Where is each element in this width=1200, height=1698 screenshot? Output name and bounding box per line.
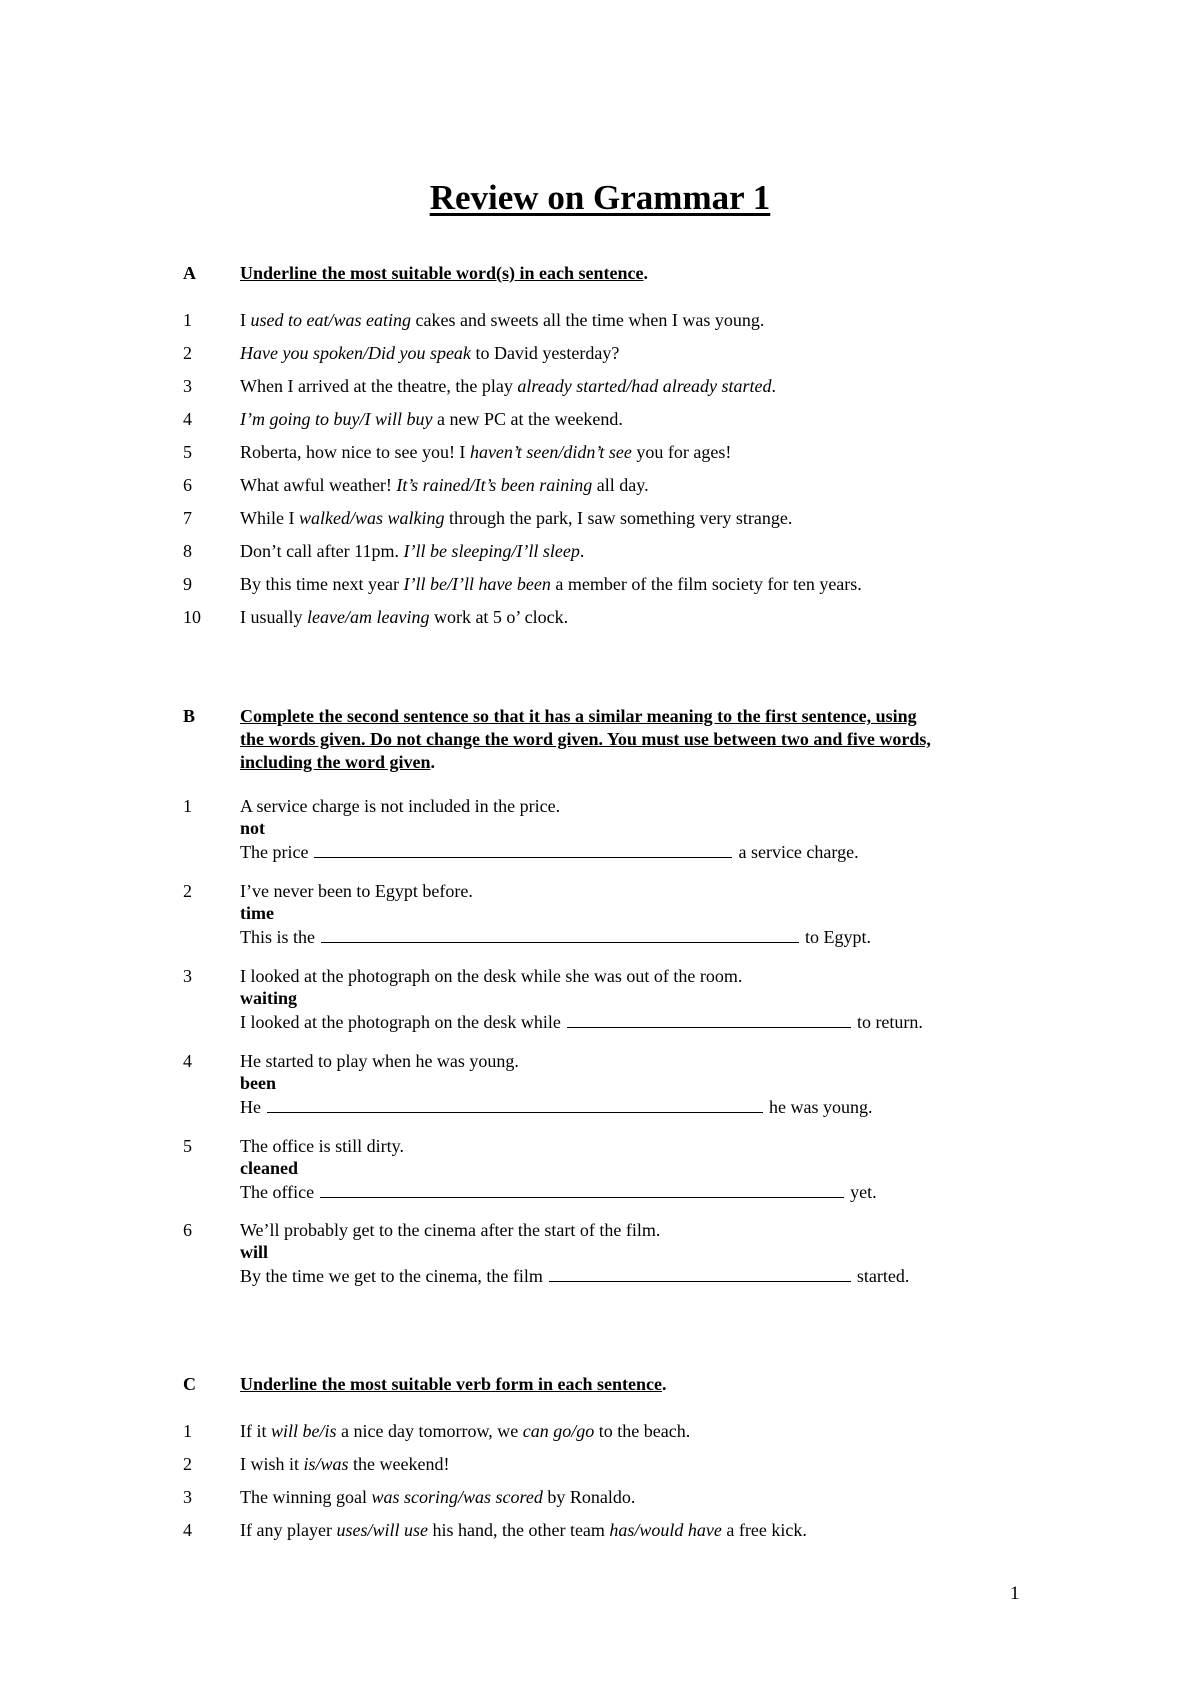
list-item (0, 1519, 1200, 1542)
sentence-post: a new PC at the weekend. (432, 409, 623, 429)
completion-end: started. (856, 1266, 910, 1286)
answer-options[interactable]: I’ll be sleeping/I’ll sleep (403, 541, 580, 561)
completion-line (0, 840, 1200, 863)
item-sentence (240, 1420, 690, 1443)
completion-start: This is the (240, 927, 315, 947)
list-item (0, 309, 1200, 332)
list-item (0, 408, 1200, 431)
item-sentence (240, 309, 764, 332)
list-item (0, 880, 1200, 903)
section-a-instruction (240, 262, 1040, 285)
sentence-post: work at 5 o’ clock. (429, 607, 569, 627)
sentence-post: cakes and sweets all the time when I was young. (411, 310, 765, 330)
given-word: waiting (240, 988, 298, 1008)
list-item (0, 606, 1200, 629)
sentence-post: through the park, I saw something very strange. (444, 508, 793, 528)
sentence-post: . (771, 376, 777, 396)
answer-options[interactable]: It’s rained/It’s been raining (396, 475, 593, 495)
completion-end: he was young. (769, 1097, 873, 1117)
answer-blank[interactable] (320, 1180, 844, 1198)
completion-line (0, 925, 1200, 948)
item-sentence (240, 441, 731, 464)
answer-blank[interactable] (267, 1095, 763, 1113)
section-c-letter: C (183, 1374, 196, 1394)
given-word: been (240, 1073, 276, 1093)
list-item (0, 795, 1200, 818)
sentence-post: all day. (592, 475, 649, 495)
completion-end: to Egypt. (805, 927, 871, 947)
sentence-pre: While I (240, 508, 299, 528)
section-b-instruction-end: . (430, 752, 436, 772)
item-number: 2 (183, 343, 192, 363)
sentence-post: you for ages! (631, 442, 732, 462)
item-number: 8 (183, 541, 192, 561)
original-sentence: The office is still dirty. (240, 1136, 404, 1156)
sentence-part-1: If it (240, 1421, 271, 1441)
item-number: 6 (183, 1220, 192, 1240)
list-item (0, 1486, 1200, 1509)
section-c-instruction-text: Underline the most suitable verb form in each sentence (240, 1374, 662, 1394)
answer-options[interactable]: uses/will use (336, 1520, 428, 1540)
sentence-part-3: to the beach. (594, 1421, 691, 1441)
item-sentence (240, 507, 792, 530)
list-item (0, 1453, 1200, 1476)
answer-blank[interactable] (321, 925, 799, 943)
sentence-pre: When I arrived at the theatre, the play (240, 376, 518, 396)
page-number: 1 (1010, 1583, 1020, 1604)
completion-line (0, 1180, 1200, 1203)
section-c-instruction-end: . (661, 1374, 667, 1394)
item-sentence (240, 474, 649, 497)
page-title: Review on Grammar 1 (429, 178, 771, 217)
original-sentence: We’ll probably get to the cinema after the start of the film. (240, 1220, 661, 1240)
list-item (0, 441, 1200, 464)
sentence-pre: Don’t call after 11pm. (240, 541, 404, 561)
list-item (0, 474, 1200, 497)
sentence-part-1: I wish it (240, 1454, 304, 1474)
item-number: 3 (183, 966, 192, 986)
completion-end: to return. (856, 1012, 923, 1032)
completion-line (0, 1010, 1200, 1033)
answer-blank[interactable] (549, 1264, 851, 1282)
completion-sentence (240, 925, 871, 949)
given-word: not (240, 818, 266, 838)
item-number: 4 (183, 1520, 192, 1540)
item-number: 7 (183, 508, 192, 528)
item-sentence (240, 375, 776, 398)
list-item (0, 375, 1200, 398)
sentence-part-2: his hand, the other team (427, 1520, 610, 1540)
section-b-instruction (240, 705, 1060, 774)
section-a-letter: A (183, 263, 196, 283)
item-sentence (240, 1453, 450, 1476)
answer-blank[interactable] (314, 840, 732, 858)
sentence-pre: I usually (240, 607, 307, 627)
answer-options[interactable]: will be/is (271, 1421, 337, 1441)
section-c-instruction (240, 1373, 1040, 1396)
sentence-part-2: the weekend! (348, 1454, 450, 1474)
completion-line (0, 1264, 1200, 1287)
item-sentence (240, 342, 619, 365)
answer-options[interactable]: already started/had already started (517, 376, 772, 396)
answer-options[interactable]: I’ll be/I’ll have been (403, 574, 551, 594)
answer-options[interactable]: used to eat/was eating (250, 310, 411, 330)
section-a-instruction-text: Underline the most suitable word(s) in each sentence (240, 263, 644, 283)
answer-options[interactable]: walked/was walking (298, 508, 445, 528)
sentence-pre: By this time next year (240, 574, 404, 594)
completion-sentence (240, 1095, 872, 1119)
completion-end: yet. (850, 1182, 877, 1202)
sentence-post: to David yesterday? (470, 343, 620, 363)
list-item (0, 573, 1200, 596)
section-b-instruction-line1: Complete the second sentence so that it has a similar meaning to the first sentence, using (240, 706, 917, 726)
answer-options[interactable]: was scoring/was scored (371, 1487, 543, 1507)
completion-sentence (240, 1010, 923, 1034)
answer-options[interactable]: I’m going to buy/I will buy (240, 409, 433, 429)
item-number: 4 (183, 1051, 192, 1071)
completion-sentence (240, 1264, 909, 1288)
item-number: 3 (183, 376, 192, 396)
list-item (0, 965, 1200, 988)
original-sentence: I’ve never been to Egypt before. (240, 881, 473, 901)
item-number: 2 (183, 881, 192, 901)
section-b-instruction-line2: the words given. Do not change the word given. You must use between two and five words, (240, 729, 931, 749)
completion-start: By the time we get to the cinema, the film (240, 1266, 543, 1286)
item-sentence (240, 606, 568, 629)
original-sentence: A service charge is not included in the price. (240, 796, 561, 816)
answer-options[interactable]: leave/am leaving (307, 607, 430, 627)
sentence-post: a member of the film society for ten years. (550, 574, 862, 594)
sentence-pre: What awful weather! (240, 475, 397, 495)
section-a-instruction-end: . (643, 263, 648, 283)
list-item (0, 1420, 1200, 1443)
item-number: 9 (183, 574, 192, 594)
sentence-pre: Roberta, how nice to see you! I (240, 442, 470, 462)
item-sentence (240, 540, 584, 563)
answer-options[interactable]: is/was (303, 1454, 349, 1474)
sentence-part-3: a free kick. (721, 1520, 807, 1540)
list-item (0, 1050, 1200, 1073)
completion-start: The price (240, 842, 309, 862)
item-sentence (240, 408, 623, 431)
list-item (0, 1135, 1200, 1158)
item-number: 2 (183, 1454, 192, 1474)
item-sentence (240, 1486, 635, 1509)
sentence-pre: I (240, 310, 251, 330)
completion-line (0, 1095, 1200, 1118)
item-number: 10 (183, 607, 201, 627)
completion-start: He (240, 1097, 261, 1117)
answer-options[interactable]: haven’t seen/didn’t see (469, 442, 632, 462)
given-word: will (240, 1242, 269, 1262)
answer-blank[interactable] (567, 1010, 851, 1028)
completion-sentence (240, 840, 859, 864)
item-number: 5 (183, 1136, 192, 1156)
section-b-instruction-line3: including the word given (240, 752, 431, 772)
list-item (0, 540, 1200, 563)
list-item (0, 342, 1200, 365)
item-number: 4 (183, 409, 192, 429)
section-b-letter: B (183, 706, 196, 726)
item-number: 1 (183, 310, 192, 330)
list-item (0, 1219, 1200, 1242)
item-number: 1 (183, 1421, 192, 1441)
answer-options[interactable]: has/would have (609, 1520, 722, 1540)
sentence-part-2: by Ronaldo. (542, 1487, 636, 1507)
item-number: 5 (183, 442, 192, 462)
answer-options[interactable]: Have you spoken/Did you speak (240, 343, 471, 363)
given-word: time (240, 903, 274, 923)
sentence-post: . (579, 541, 585, 561)
item-number: 3 (183, 1487, 192, 1507)
item-number: 1 (183, 796, 192, 816)
item-number: 6 (183, 475, 192, 495)
list-item (0, 507, 1200, 530)
completion-start: I looked at the photograph on the desk while (240, 1012, 561, 1032)
original-sentence: I looked at the photograph on the desk while she was out of the room. (240, 966, 743, 986)
sentence-part-1: If any player (240, 1520, 337, 1540)
item-sentence (240, 1519, 807, 1542)
sentence-part-2: a nice day tomorrow, we (336, 1421, 523, 1441)
answer-options[interactable]: can go/go (522, 1421, 595, 1441)
item-sentence (240, 573, 862, 596)
completion-sentence (240, 1180, 877, 1204)
sentence-part-1: The winning goal (240, 1487, 372, 1507)
completion-end: a service charge. (738, 842, 859, 862)
original-sentence: He started to play when he was young. (240, 1051, 519, 1071)
completion-start: The office (240, 1182, 315, 1202)
given-word: cleaned (240, 1158, 298, 1178)
